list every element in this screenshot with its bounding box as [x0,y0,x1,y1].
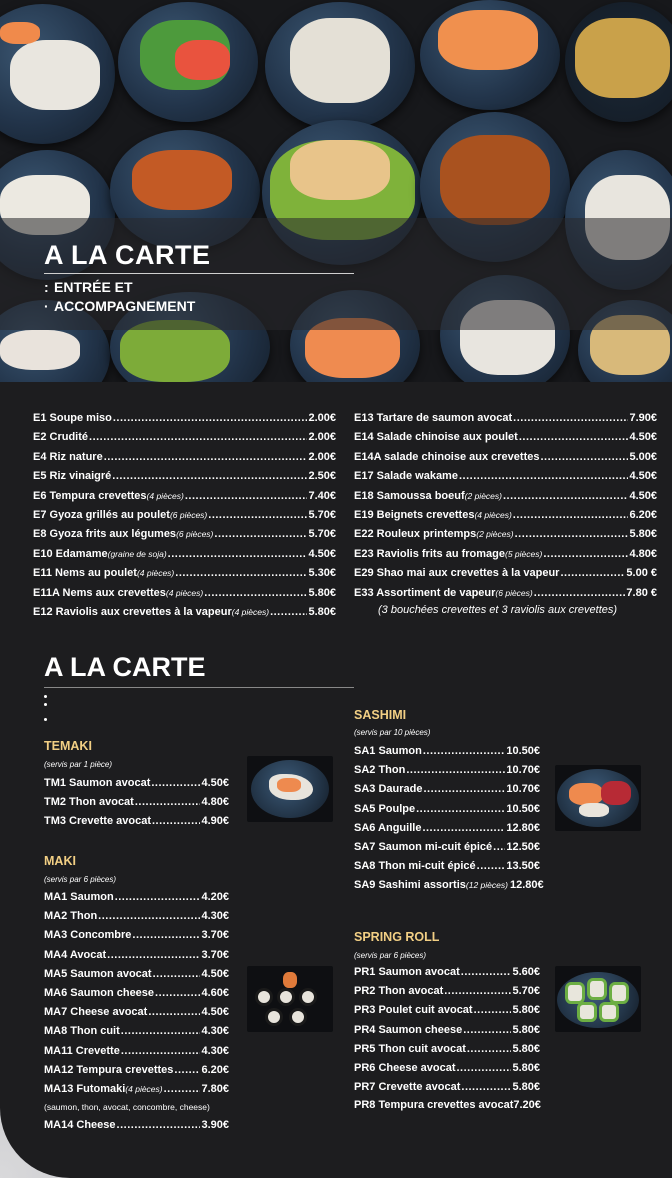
dot-leader [113,412,308,424]
list-item: PR8 Tempura crevettes avocat 7.20€ [354,1099,541,1111]
item-note: (graine de soja) [107,548,167,559]
item-label: PR5 Thon cuit avocat [354,1042,466,1055]
list-item [33,548,336,560]
item-label: TM3 Crevette avocat [44,815,151,828]
list-item [44,910,229,922]
spring-roll-photo [555,966,641,1032]
dot-leader [467,1043,512,1055]
item-label: E1 Soupe miso [33,412,112,424]
item-label: E8 Gyoza frits aux légumes [33,528,177,541]
list-item: MA14 Cheese ..... 3.90€ [44,1119,229,1131]
item-price: 2.50€ [308,470,336,483]
dot-leader [104,451,308,463]
carte-divider [44,687,354,688]
item-label: E4 Riz nature [33,450,103,463]
item-price: 10.50€ [506,802,540,815]
temaki-serving: (servis par 1 pièce) [44,760,113,769]
dot-leader [543,548,628,560]
item-note: (2 pièces) [464,490,502,501]
dot-leader [540,451,628,463]
spring-roll-serving: (servis par 6 pièces) [354,951,427,960]
item-note: (4 pièces) [146,490,184,501]
list-item [44,796,229,808]
item-label: MA7 Cheese avocat [44,1006,148,1019]
item-price: 6.20€ [201,1063,229,1076]
item-label: E14 Salade chinoise aux poulet [354,431,518,444]
item-price: 2.00€ [308,431,336,444]
item-label: E11A Nems aux crevettes [33,586,166,599]
dot-leader [155,987,200,999]
list-item [33,431,336,443]
dot-leader [515,528,629,540]
list-item [354,431,657,443]
dot-leader [459,470,629,482]
dot-leader [121,1025,201,1037]
dot-leader [164,1083,201,1095]
list-item [33,509,336,521]
item-note: (5 pièces) [505,548,543,559]
list-item [354,567,657,579]
list-item [33,606,336,618]
dot-leader [152,815,200,827]
item-label: SA2 Thon [354,764,406,777]
item-label: PR3 Poulet cuit avocat [354,1004,473,1017]
item-label: MA4 Avocat [44,948,107,961]
list-item [44,777,229,789]
item-note: (6 pièces) [495,587,533,598]
list-item [44,1025,229,1037]
item-price: 5.80€ [512,1004,540,1017]
dot-leader [132,929,200,941]
item-label: E13 Tartare de saumon avocat [354,412,513,424]
subtitle-line-1: ENTRÉE ET [54,279,133,295]
dot-leader [463,1024,511,1036]
dot-leader [270,606,307,618]
dot-leader [534,587,626,599]
item-label: E12 Raviolis aux crevettes à la vapeur [33,606,232,618]
item-note: (4 pièces) [125,1084,163,1094]
sashimi-serving: (servis par 10 pièces) [354,728,431,737]
item-label: MA3 Concombre [44,929,132,942]
bullet-dot [44,695,47,698]
dot-leader [493,841,505,853]
list-item [44,1064,229,1076]
item-price: 4.50€ [201,1006,229,1019]
list-item [354,803,540,815]
item-label: E5 Riz vinaigré [33,470,112,483]
page-title: A LA CARTE [44,240,211,270]
list-item [44,815,229,827]
list-item [33,412,336,424]
item-price: 4.80€ [629,547,657,560]
item-price: 5.70€ [308,528,336,541]
dot-leader [151,777,200,789]
item-price: 5.30€ [308,567,336,580]
item-label: MA2 Thon [44,910,98,923]
item-price: 4.30€ [201,910,229,923]
carte-title: A LA CARTE [44,652,206,682]
dot-leader [416,803,505,815]
item-note: (4 pièces) [231,607,270,617]
spring-roll-title: SPRING ROLL [354,930,440,944]
dot-leader [513,509,629,521]
item-price: 5.00€ [629,450,657,463]
dot-leader [107,949,200,961]
item-price: 3.70€ [201,929,229,942]
item-label: E14A salade chinoise aux crevettes [354,450,540,463]
item-price: 10.70€ [506,764,540,777]
maki-serving: (servis par 6 pièces) [44,875,117,884]
dot-leader [519,431,629,443]
dot-leader [174,1064,200,1076]
item-price: 4.30€ [201,1025,229,1038]
dot-leader [423,745,505,757]
item-price: 2.00€ [308,450,336,463]
list-item [354,764,540,776]
item-price: 3.70€ [201,948,229,961]
dot-leader [461,966,512,978]
item-price: 5.00 € [626,567,657,580]
item-note: (6 pièces) [176,529,214,540]
list-item [354,528,657,540]
item-price: 13.50€ [506,860,540,873]
list-item [44,1083,229,1095]
list-item [354,509,657,521]
item-note: (12 pièces) [465,880,508,891]
dot-leader [148,1006,200,1018]
list-item [354,1004,540,1016]
item-label: MA8 Thon cuit [44,1025,120,1038]
item-price: 12.80€ [509,879,544,892]
item-label: E2 Crudité [33,431,89,444]
item-price: 7.80 € [626,586,657,599]
item-price: 12.80€ [506,821,540,834]
dot-leader [422,822,505,834]
dot-leader [185,490,308,502]
item-label: SA8 Thon mi-cuit épicé [354,860,476,873]
list-item [354,745,540,757]
sashimi-title: SASHIMI [354,708,407,722]
item-label: E23 Raviolis frits au fromage [354,547,505,560]
item-label: PR6 Cheese avocat [354,1062,456,1074]
list-item [354,841,540,853]
hero-subtitle: : ENTRÉE ET · ACCOMPAGNEMENT [44,279,196,314]
list-item [44,949,229,961]
item-price: 4.50€ [629,431,657,444]
item-price: 6.20€ [629,509,657,521]
assortiment-note: (3 bouchées crevettes et 3 raviolis aux crevettes) [378,604,618,616]
item-label: PR7 Crevette avocat [354,1081,461,1094]
item-price: 5.70€ [308,509,336,521]
item-label: PR4 Saumon cheese [354,1023,463,1036]
dot-leader [214,528,307,540]
dot-leader [115,891,201,903]
dot-leader [503,490,628,502]
dot-leader [153,968,201,980]
item-label: E7 Gyoza grillés au poulet [33,509,170,521]
item-price: 12.50€ [506,841,540,853]
dot-leader [406,764,505,776]
item-label: E18 Samoussa boeuf [354,489,465,502]
item-price: 4.50€ [201,967,229,980]
dot-leader [560,567,625,579]
item-price: 4.90€ [201,815,229,828]
dot-leader [444,985,511,997]
item-label: TM2 Thon avocat [44,796,134,809]
list-item [44,968,229,980]
dot-leader [423,783,505,795]
list-item [354,587,657,599]
dot-leader [477,860,506,872]
list-item [354,985,540,997]
item-price: 5.60€ [512,966,540,978]
temaki-title: TEMAKI [44,739,92,753]
item-label: MA13 Futomaki [44,1083,126,1095]
item-price: 10.50€ [506,745,540,757]
dot-leader [135,796,201,808]
title-divider [44,273,354,274]
list-item [354,548,657,560]
bullet-dot [44,718,47,721]
list-item [354,1081,540,1093]
item-label: SA5 Poulpe [354,802,416,815]
item-label: E19 Beignets crevettes [354,509,475,521]
item-price: 4.30€ [201,1044,229,1057]
item-label: SA1 Saumon [354,745,422,757]
dot-leader [175,567,307,579]
list-item [44,891,229,903]
list-item [354,966,540,978]
dot-leader [208,509,307,521]
item-price: 5.80€ [512,1023,540,1036]
list-item [354,451,657,463]
item-price: 5.80€ [512,1081,540,1094]
list-item [354,1024,540,1036]
item-note: (4 pièces) [136,568,175,579]
maki-photo [247,966,333,1032]
subtitle-line-2: ACCOMPAGNEMENT [54,298,196,314]
item-price: 2.00€ [308,412,336,424]
bullet-dot [44,703,47,706]
item-label: MA6 Saumon cheese [44,987,155,999]
list-item [44,929,229,941]
dot-leader [121,1045,201,1057]
temaki-photo [247,756,333,822]
list-item [354,860,540,872]
item-label: MA12 Tempura crevettes [44,1063,174,1076]
item-note: (2 pièces) [476,529,514,540]
list-item [354,490,657,502]
list-item [354,822,540,834]
item-price: 4.50€ [201,777,229,789]
list-item [354,879,544,892]
list-item [354,783,540,795]
item-label: E17 Salade wakame [354,470,458,483]
item-price: 5.80€ [308,586,336,599]
item-price: 10.70€ [506,783,540,796]
item-label: E33 Assortiment de vapeur [354,586,496,599]
item-label: MA5 Saumon avocat [44,967,152,980]
dot-leader [457,1062,512,1074]
list-item [354,1062,540,1074]
dot-leader [474,1004,512,1016]
item-label: E22 Rouleux printemps [354,528,477,541]
list-item [354,1043,540,1055]
item-price: 5.80€ [308,606,336,618]
item-price: 4.50€ [629,470,657,483]
dot-leader [513,412,628,424]
list-item [33,451,336,463]
list-item [354,412,657,424]
item-price: 4.50€ [308,547,336,560]
list-item [33,528,336,540]
item-label: TM1 Saumon avocat [44,777,151,789]
item-label: SA3 Daurade [354,783,423,796]
list-item [33,567,336,579]
item-price: 4.20€ [201,891,229,903]
list-item [33,490,336,502]
dot-leader [168,548,308,560]
sashimi-photo [555,765,641,831]
list-item [33,470,336,482]
item-label: SA9 Sashimi assortis [354,879,466,892]
hero-banner [0,0,672,382]
list-item [44,987,229,999]
item-label: E10 Edamame [33,547,108,560]
list-item [33,587,336,599]
item-label: E29 Shao mai aux crevettes à la vapeur [354,567,560,580]
item-note: (4 pièces) [474,510,512,520]
item-price: 7.80€ [201,1083,229,1095]
item-label: MA1 Saumon [44,891,114,903]
item-price: 5.70€ [512,985,540,998]
item-price: 4.60€ [201,987,229,999]
dot-leader [461,1081,511,1093]
maki-title: MAKI [44,854,76,868]
list-item [354,470,657,482]
dot-leader [112,470,307,482]
list-item [44,1006,229,1018]
dot-leader [89,431,307,443]
item-price: 7.40€ [308,489,336,502]
item-price: 5.80€ [512,1062,540,1074]
dot-leader [204,587,307,599]
item-price: 7.90€ [629,412,657,424]
item-note: (6 pièces) [169,510,208,520]
item-label: PR1 Saumon avocat [354,966,460,978]
item-price: 5.80€ [629,528,657,541]
item-label: SA6 Anguille [354,821,422,834]
futomaki-note: (saumon, thon, avocat, concombre, cheese) [44,1102,210,1112]
item-label: PR2 Thon avocat [354,985,444,998]
item-note: (4 pièces) [165,587,204,598]
list-item [44,1045,229,1057]
item-price: 4.50€ [629,489,657,502]
dot-leader [98,910,200,922]
item-label: E11 Nems au poulet [33,567,137,580]
item-price: 5.80€ [512,1042,540,1055]
item-label: SA7 Saumon mi-cuit épicé [354,841,493,853]
item-price: 4.80€ [201,796,229,809]
item-label: MA11 Crevette [44,1044,120,1057]
item-label: E6 Tempura crevettes [33,489,147,502]
